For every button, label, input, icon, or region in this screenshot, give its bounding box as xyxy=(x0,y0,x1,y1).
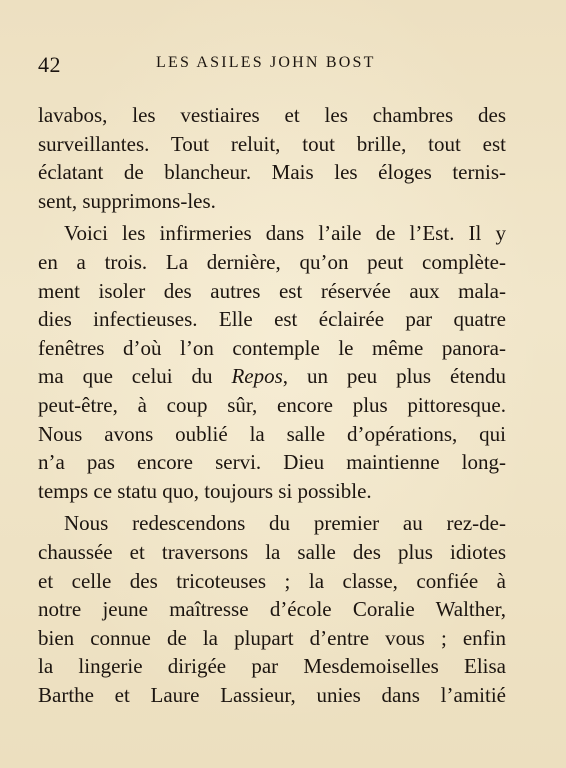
text-line: chaussée et traversons la salle des plus idiotes xyxy=(38,539,506,564)
text-line: temps ce statu quo, toujours si possible. xyxy=(38,478,372,503)
text-segment: , un peu plus étendu xyxy=(282,364,506,389)
text-line: Voici les infirmeries dans l’aile de l’Est. Il y xyxy=(64,221,506,246)
text-line: dies infectieuses. Elle est éclairée par quatre xyxy=(38,307,506,332)
page-number: 42 xyxy=(38,52,61,77)
text-line: Barthe et Laure Lassieur, unies dans l’amitié xyxy=(38,682,506,707)
text-line: et celle des tricoteuses ; la classe, confiée à xyxy=(38,568,506,593)
text-line: peut-être, à coup sûr, encore plus pittoresque. xyxy=(38,392,506,417)
running-title: LES ASILES JOHN BOST xyxy=(156,54,376,71)
text-line: éclatant de blancheur. Mais les éloges ternis- xyxy=(38,160,506,185)
text-line: fenêtres d’où l’on contemple le même panora- xyxy=(38,335,506,360)
text-line: Nous redescendons du premier au rez-de- xyxy=(64,511,506,536)
text-line: n’a pas encore servi. Dieu maintienne long- xyxy=(38,450,506,475)
text-line xyxy=(38,362,506,391)
text-segment: ma que celui du xyxy=(38,364,232,389)
body-text xyxy=(38,101,506,709)
italic-title: Repos xyxy=(231,364,283,389)
text-line: ment isoler des autres est réservée aux mala- xyxy=(38,278,506,303)
text-line: la lingerie dirigée par Mesdemoiselles Elisa xyxy=(38,654,506,679)
text-line: en a trois. La dernière, qu’on peut complète- xyxy=(38,249,506,274)
text-line: notre jeune maîtresse d’école Coralie Walther, xyxy=(38,597,506,622)
page-header xyxy=(38,50,498,76)
text-line: surveillantes. Tout reluit, tout brille, tout est xyxy=(38,131,506,156)
text-line: sent, supprimons-les. xyxy=(38,188,216,213)
text-line: lavabos, les vestiaires et les chambres des xyxy=(38,103,506,127)
text-line: bien connue de la plupart d’entre vous ; enfin xyxy=(38,625,506,650)
text-line: Nous avons oublié la salle d’opérations, qui xyxy=(38,421,506,446)
